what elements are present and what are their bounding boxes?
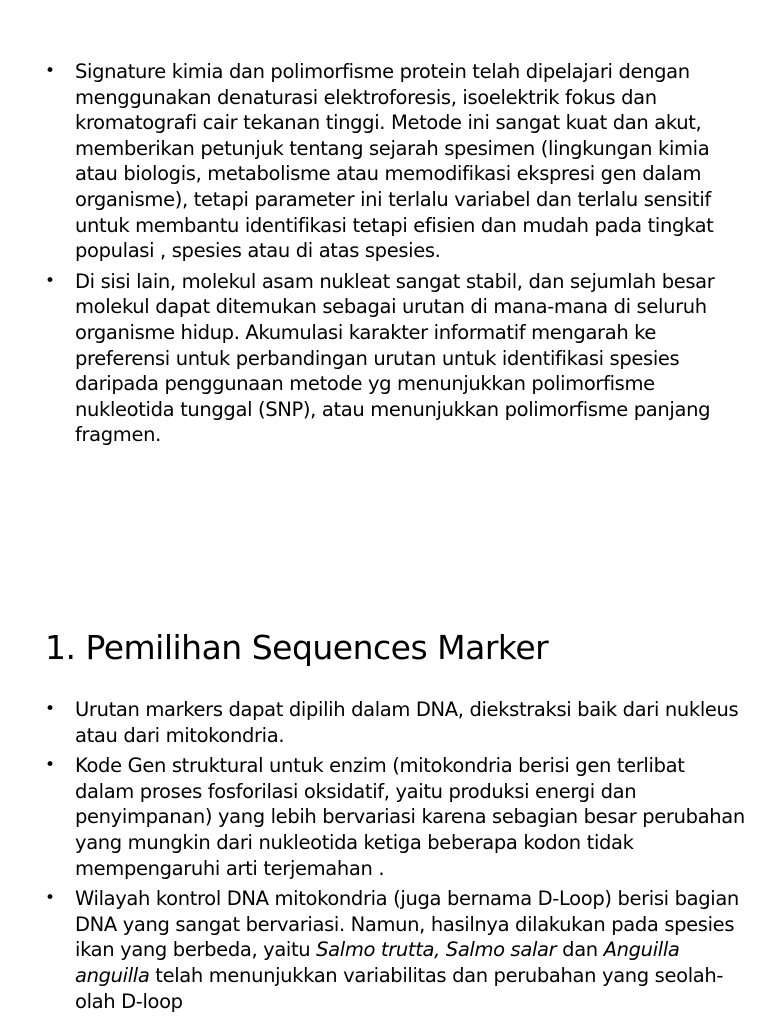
bullet-text: Kode Gen struktural untuk enzim (mitokondria berisi gen terlibat dalam proses fosforilasi oksidatif, yaitu produksi energi dan penyimpanan) yang lebih bervariasi karena sebagian besar perubahan yang mungkin dari nukleotida ketiga beberapa kodon tidak mempengaruhi arti terjemahan .	[75, 754, 745, 880]
bullet-marker: •	[45, 755, 55, 776]
list-item	[45, 269, 745, 448]
list-item	[45, 59, 745, 264]
section-heading: 1. Pemilihan Sequences Marker	[45, 628, 549, 667]
bullet-marker: •	[45, 699, 55, 719]
list-item	[45, 886, 745, 1014]
bullet-marker: •	[45, 270, 55, 291]
bullet-text-part: telah menunjukkan variabilitas dan perubahan yang seolah-olah D-loop	[75, 963, 724, 1013]
bullet-marker: •	[45, 888, 55, 909]
bullet-text	[75, 887, 739, 1012]
bullet-marker: •	[45, 61, 55, 81]
bullet-text: Urutan markers dapat dipilih dalam DNA, diekstraksi baik dari nukleus atau dari mitokondria.	[75, 698, 739, 747]
section-bullet-list	[45, 697, 745, 1014]
species-name: Anguilla anguilla	[75, 938, 680, 987]
bullet-text-part: dan	[556, 938, 604, 962]
list-item	[45, 753, 745, 881]
list-item	[45, 697, 745, 748]
bullet-text: Signature kimia dan polimorfisme protein telah dipelajari dengan menggunakan denaturasi elektroforesis, isoelektrik fokus dan kromatografi cair tekanan tinggi. Metode ini sangat kuat dan akut, memberikan petunjuk tentang sejarah spesimen (lingkungan kimia atau biologis, metabolisme atau memodifikasi ekspresi gen dalam organisme), tetapi parameter ini terlalu variabel dan terlalu sensitif untuk membantu identifikasi tetapi efisien dan mudah pada tingkat populasi , spesies atau di atas spesies.	[75, 60, 714, 263]
species-name: Salmo trutta, Salmo salar	[316, 938, 557, 962]
bullet-text: Di sisi lain, molekul asam nukleat sangat stabil, dan sejumlah besar molekul dapat ditemukan sebagai urutan di mana-mana di seluruh organisme hidup. Akumulasi karakter informatif mengarah ke preferensi untuk perbandingan urutan untuk identifikasi spesies daripada penggunaan metode yg menunjukkan polimorfisme nukleotida tunggal (SNP), atau menunjukkan polimorfisme panjang fragmen.	[75, 269, 715, 447]
bullet-text-part: Wilayah kontrol DNA mitokondria (juga bernama D-Loop) berisi bagian DNA yang sangat bervariasi. Namun, hasilnya dilakukan pada spesies ikan yang berbeda, yaitu	[75, 887, 739, 962]
intro-bullet-list	[45, 59, 745, 448]
